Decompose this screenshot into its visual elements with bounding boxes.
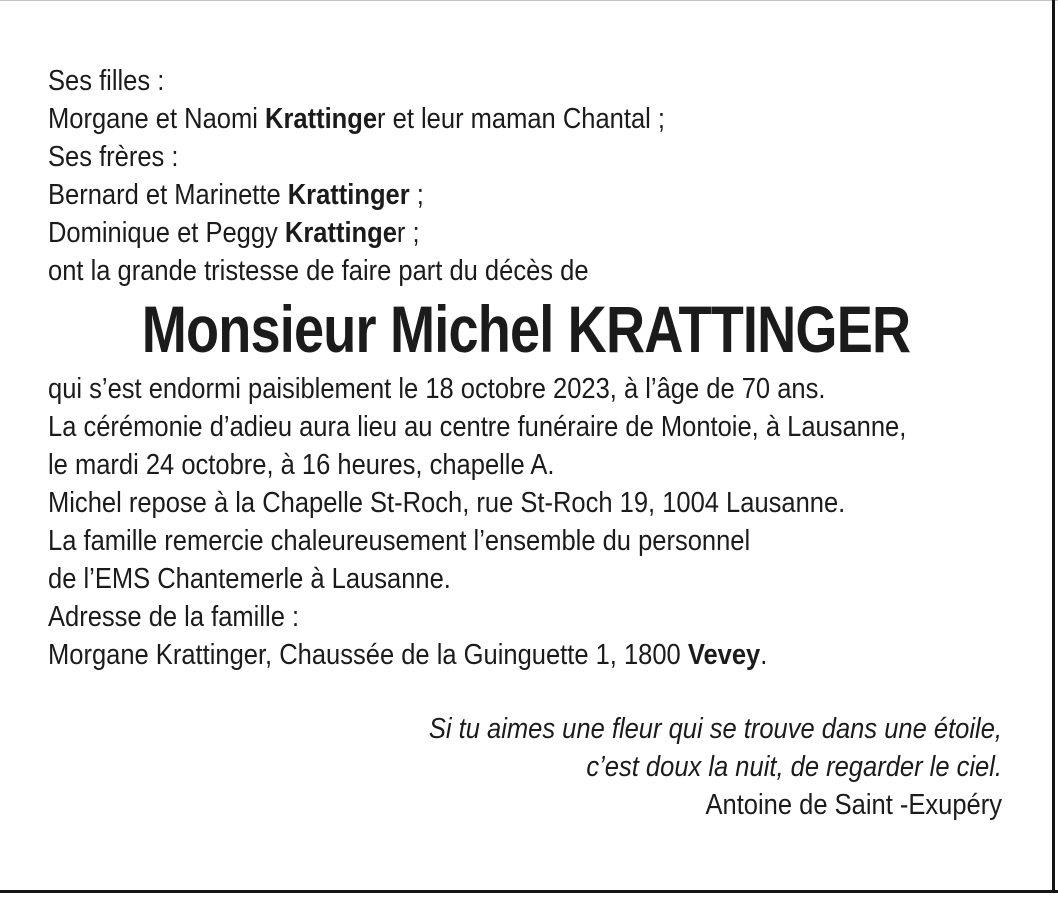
text-line: [48, 636, 932, 674]
text-segment: r et leur maman Chantal ;: [377, 103, 665, 135]
emphasized-text: Vevey: [687, 639, 761, 671]
text-line: [48, 176, 932, 214]
text-line: [48, 252, 932, 290]
text-segment: Ses filles :: [48, 65, 165, 97]
text-segment: Si tu aimes une fleur qui se trouve dans une étoile,: [428, 713, 1002, 745]
text-segment: Dominique et Peggy: [48, 217, 285, 249]
text-segment: Michel repose à la Chapelle St-Roch, rue St-Roch 19, 1004 Lausanne.: [48, 487, 846, 519]
text-segment: ;: [409, 179, 424, 211]
text-line: [48, 138, 932, 176]
text-line: [48, 522, 932, 560]
text-segment: Adresse de la famille :: [48, 601, 300, 633]
text-line: [48, 370, 932, 408]
page-edge-top-line: [0, 0, 1058, 1]
text-segment: le mardi 24 octobre, à 16 heures, chapelle A.: [48, 449, 555, 481]
text-segment: Morgane Krattinger, Chaussée de la Guinguette 1, 1800: [48, 639, 688, 671]
text-segment: qui s’est endormi paisiblement le 18 octobre 2023, à l’âge de 70 ans.: [48, 373, 826, 405]
funeral-details: [0, 370, 1052, 674]
text-line: [120, 786, 1002, 824]
text-line: [48, 484, 932, 522]
text-line: [48, 408, 932, 446]
memorial-quote: [0, 710, 1052, 824]
text-segment: Morgane et Naomi: [48, 103, 266, 135]
deceased-name: Monsieur Michel KRATTINGER: [141, 292, 911, 366]
text-segment: La famille remercie chaleureusement l’ensemble du personnel: [48, 525, 751, 557]
family-intro: [0, 0, 1052, 290]
page-edge-right-line: [1052, 0, 1055, 893]
text-segment: de l’EMS Chantemerle à Lausanne.: [48, 563, 451, 595]
text-line: [48, 598, 932, 636]
text-segment: Ses frères :: [48, 141, 179, 173]
text-line: [48, 214, 932, 252]
text-segment: r ;: [396, 217, 420, 249]
emphasized-text: Krattinger: [287, 179, 410, 211]
text-segment: ont la grande tristesse de faire part du décès de: [48, 255, 589, 287]
page-edge-bottom-line: [0, 890, 1058, 893]
text-line: [48, 560, 932, 598]
text-line: [48, 62, 932, 100]
text-segment: c’est doux la nuit, de regarder le ciel.: [586, 751, 1002, 783]
text-line: [48, 446, 932, 484]
emphasized-text: Krattinge: [284, 217, 397, 249]
text-segment: La cérémonie d’adieu aura lieu au centre funéraire de Montoie, à Lausanne,: [48, 411, 907, 443]
text-segment: Bernard et Marinette: [48, 179, 288, 211]
text-segment: Antoine de Saint -Exupéry: [705, 789, 1002, 821]
text-line: [120, 748, 1002, 786]
text-line: [48, 100, 932, 138]
text-line: [120, 710, 1002, 748]
text-segment: .: [760, 639, 768, 671]
emphasized-text: Krattinge: [265, 103, 378, 135]
